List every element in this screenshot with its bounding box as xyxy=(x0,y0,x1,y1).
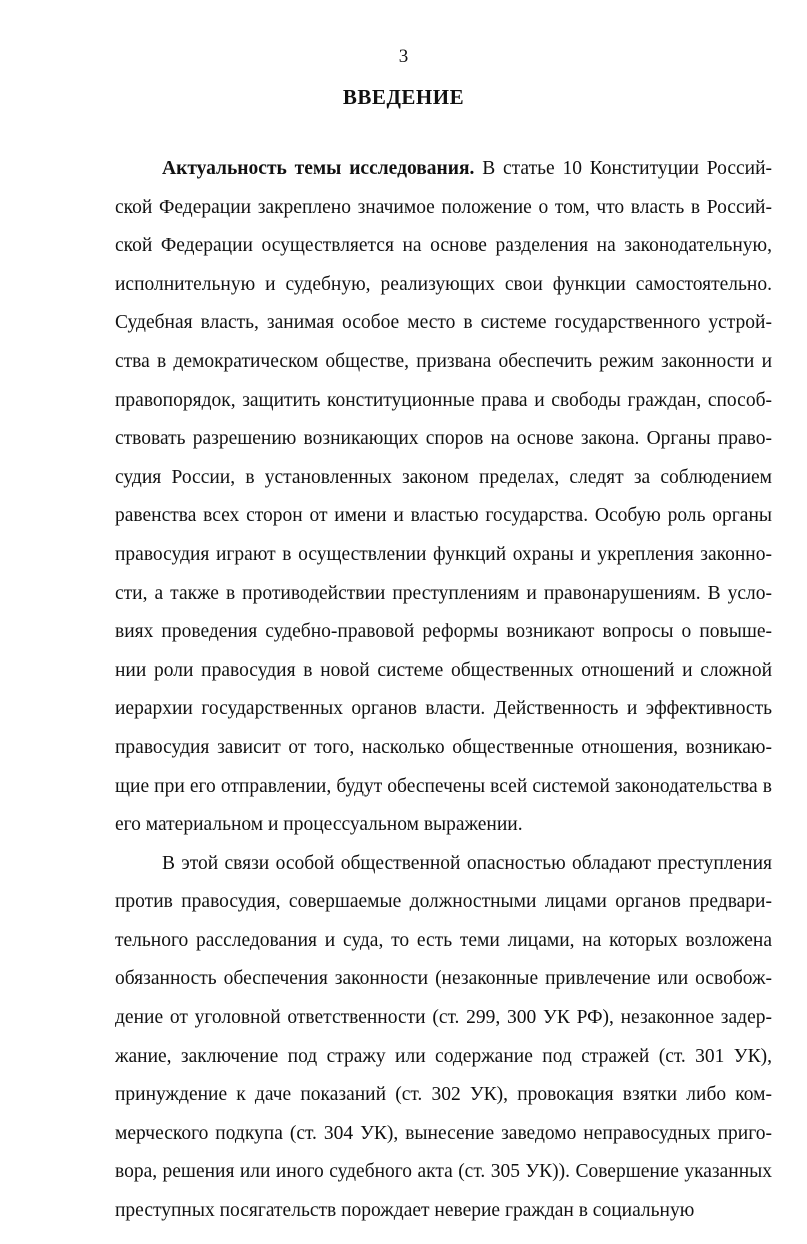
page-number: 3 xyxy=(398,46,409,67)
section-heading: ВВЕДЕНИЕ xyxy=(342,85,465,109)
paragraph-1-text: В статье 10 Конституции Российской Федерации закреплено значимое положение о том, что власть в Российской Федерации осуществляется на основе разделения на законодательную, исполнительную и судебную, реализующих свои функции самостоятельно. Судебная власть, занимая особое место в системе государственного устройства в демократическом обществе, призвана обеспечить режим законности и правопорядок, защитить конституционные права и свободы граждан, способствовать разрешению возникающих споров на основе закона. Органы правосудия России, в установленных законом пределах, следят за соблюдением равенства всех сторон от имени и властью государства. Особую роль органы правосудия играют в осуществлении функций охраны и укрепления законности, а также в противодействии преступлениям и правонарушениям. В условиях проведения судебно-правовой реформы возникают вопросы о повышении роли правосудия в новой системе общественных отношений и сложной иерархии государственных органов власти. Действенность и эффективность правосудия зависит от того, насколько общественные отношения, возникающие при его отправлении, будут обеспечены всей системой законодательства в его материальном и процессуальном выражении. xyxy=(115,158,773,836)
paragraph-1-lead: Актуальность темы исследования. xyxy=(162,158,475,179)
body-text xyxy=(115,150,772,1231)
paragraph-1 xyxy=(115,150,772,845)
paragraph-2: В этой связи особой общественной опасностью обладают преступления против правосудия, совершаемые должностными лицами органов предварительного расследования и суда, то есть теми лицами, на которых возложена обязанность обеспечения законности (незаконные привлечение или освобождение от уголовной ответственности (ст. 299, 300 УК РФ), незаконное задержание, заключение под стражу или содержание под стражей (ст. 301 УК), принуждение к даче показаний (ст. 302 УК), провокация взятки либо коммерческого подкупа (ст. 304 УК), вынесение заведомо неправосудных приговора, решения или иного судебного акта (ст. 305 УК)). Совершение указанных преступных посягательств порождает неверие граждан в социальную xyxy=(115,852,772,1222)
